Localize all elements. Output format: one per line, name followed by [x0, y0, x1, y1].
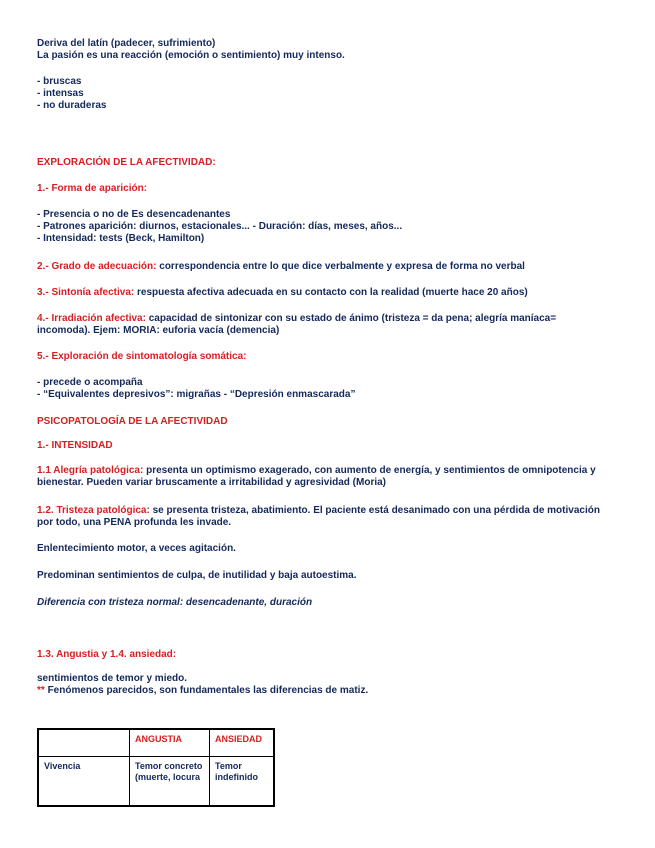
text-adecuacion: correspondencia entre lo que dice verbalmente y expresa de forma no verbal	[156, 261, 525, 272]
list-item: - Patrones aparición: diurnos, estacionales... - Duración: días, meses, años...	[37, 221, 403, 232]
forma-list	[37, 209, 402, 245]
paragraph-sentimientos	[37, 673, 368, 697]
text-tristeza: se presenta tristeza, abatimiento. El paciente está desanimado con una pérdida de motivación por todo, una PENA profunda les invade.	[37, 505, 600, 528]
subsection-title-somatica: 5.- Exploración de sintomatología somática:	[37, 351, 247, 362]
comparison-table	[37, 728, 275, 807]
table-header-row	[38, 729, 274, 757]
intro-definition: La pasión es una reacción (emoción o sentimiento) muy intenso.	[37, 50, 345, 61]
subsection-title-forma: 1.- Forma de aparición:	[37, 183, 148, 194]
intro-block	[37, 38, 345, 62]
list-item: - no duraderas	[37, 100, 107, 111]
table-row	[38, 757, 274, 807]
list-item: - “Equivalentes depresivos”: migrañas - “Depresión enmascarada”	[37, 389, 356, 400]
subsection-title-intensidad: 1.- INTENSIDAD	[37, 440, 113, 451]
paragraph-sintonia	[37, 287, 528, 299]
table-cell-label: Vivencia	[38, 757, 130, 807]
paragraph-diferencia: Diferencia con tristeza normal: desencadenante, duración	[37, 597, 313, 608]
table-cell-angustia: Temor concreto (muerte, locura	[130, 757, 210, 807]
text-fenomenos	[37, 685, 368, 697]
list-item: - bruscas	[37, 76, 82, 87]
paragraph-irradiacion	[37, 313, 607, 337]
text-sintonia: respuesta afectiva adecuada en su contacto con la realidad (muerte hace 20 años)	[134, 287, 528, 298]
paragraph-alegria	[37, 465, 607, 489]
section-title-exploracion: EXPLORACIÓN DE LA AFECTIVIDAD:	[37, 157, 216, 168]
table-header-ansiedad: ANSIEDAD	[210, 729, 275, 757]
text-irradiacion: capacidad de sintonizar con su estado de ánimo (tristeza = da pena; alegría maníaca= incomoda). Ejem: MORIA: euforia vacía (demencia)	[37, 313, 557, 336]
section-title-psicopatologia: PSICOPATOLOGÍA DE LA AFECTIVIDAD	[37, 416, 228, 427]
table-cell-ansiedad: Temor indefinido	[210, 757, 275, 807]
subsection-title-angustia: 1.3. Angustia y 1.4. ansiedad:	[37, 649, 177, 660]
paragraph-predominan: Predominan sentimientos de culpa, de inutilidad y baja autoestima.	[37, 570, 357, 581]
list-item: - Intensidad: tests (Beck, Hamilton)	[37, 233, 205, 244]
text-sentimientos: sentimientos de temor y miedo.	[37, 673, 188, 684]
somatica-list	[37, 377, 355, 401]
paragraph-adecuacion	[37, 261, 525, 273]
fenomenos-text: Fenómenos parecidos, son fundamentales las diferencias de matiz.	[44, 685, 369, 696]
table-header-angustia: ANGUSTIA	[130, 729, 210, 757]
term-adecuacion: 2.- Grado de adecuación:	[37, 261, 157, 272]
paragraph-enlentecimiento: Enlentecimiento motor, a veces agitación.	[37, 543, 236, 554]
fenomenos-mark: **	[37, 685, 45, 696]
list-item: - precede o acompaña	[37, 377, 143, 388]
text-alegria: presenta un optimismo exagerado, con aumento de energía, y sentimientos de omnipotencia y bienestar. Pueden variar bruscamente a irritabilidad y agresividad (Moria)	[37, 465, 596, 488]
term-tristeza: 1.2. Tristeza patológica:	[37, 505, 150, 516]
term-irradiacion: 4.- Irradiación afectiva:	[37, 313, 146, 324]
paragraph-tristeza	[37, 505, 607, 529]
traits-list	[37, 76, 106, 112]
term-alegria: 1.1 Alegría patológica:	[37, 465, 144, 476]
list-item: - intensas	[37, 88, 84, 99]
table-header-empty	[38, 729, 130, 757]
list-item: - Presencia o no de Es desencadenantes	[37, 209, 231, 220]
intro-origin: Deriva del latín (padecer, sufrimiento)	[37, 38, 216, 49]
term-sintonia: 3.- Sintonía afectiva:	[37, 287, 135, 298]
